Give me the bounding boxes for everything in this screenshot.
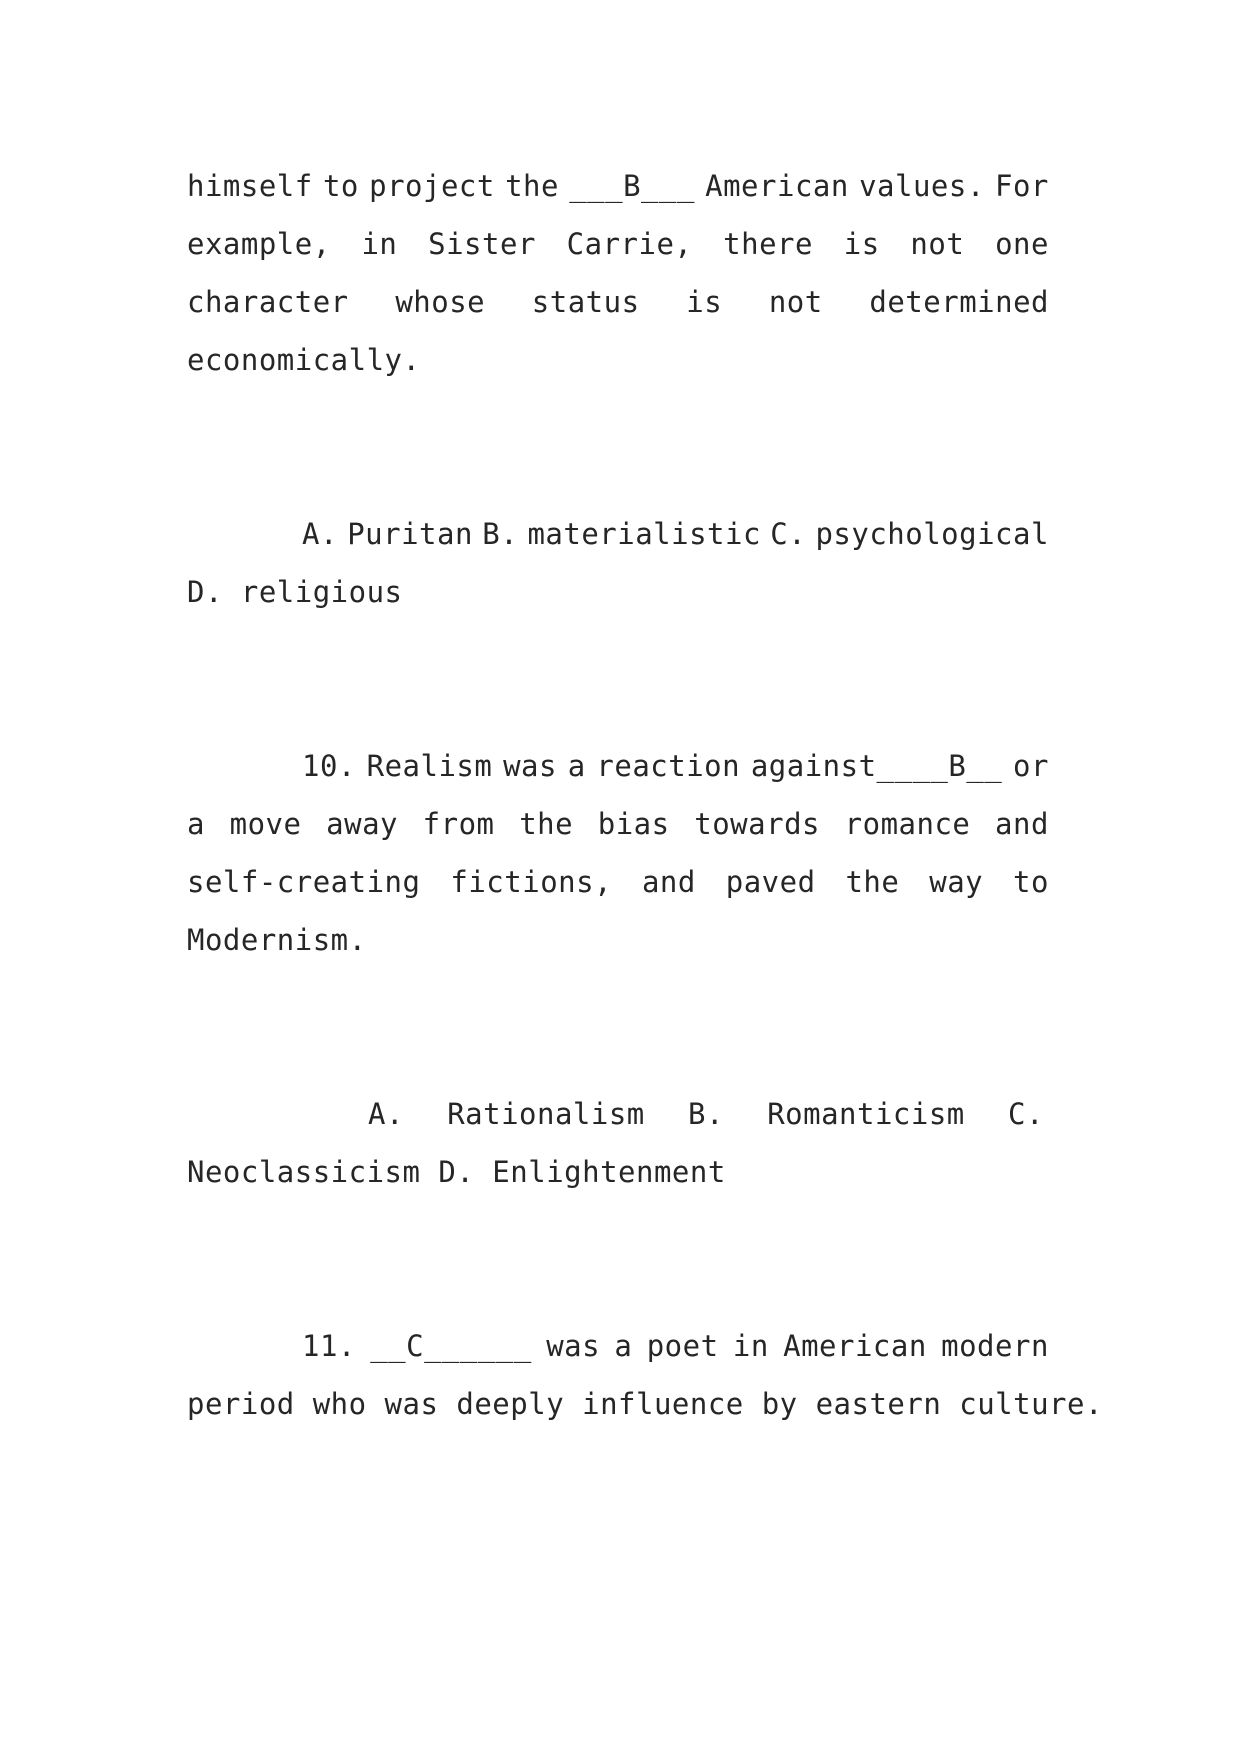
word: romance [844, 807, 971, 841]
question-number: 10. [302, 749, 356, 783]
word: there [723, 227, 813, 261]
word: way [929, 865, 984, 899]
word: a [567, 749, 586, 783]
word: and [641, 865, 696, 899]
q9-options-line-2: D. religious [187, 575, 403, 609]
word: paved [725, 865, 816, 899]
word: modern [941, 1329, 1049, 1363]
q10-options-line-2: Neoclassicism D. Enlightenment [187, 1155, 726, 1189]
q10-text-line-3 [187, 862, 1049, 902]
q9-options-line-1 [302, 514, 1049, 554]
word: For [995, 169, 1049, 203]
q10-text-line-2 [187, 804, 1049, 844]
answer-blank: against____B__ [750, 749, 1003, 783]
word: character [187, 285, 349, 319]
word: one [995, 227, 1049, 261]
option-letter: B. [688, 1097, 724, 1131]
word: poet [646, 1329, 719, 1363]
word: American [783, 1329, 927, 1363]
q10-options-line-1 [368, 1094, 1044, 1134]
word: or [1013, 749, 1049, 783]
option-text: Romanticism [767, 1097, 965, 1131]
word: example, [187, 227, 331, 261]
word: Carrie, [566, 227, 693, 261]
answer-blank: ___B___ [569, 169, 695, 203]
word: was [546, 1329, 601, 1363]
word: the [505, 169, 559, 203]
q9-text-line-2 [187, 224, 1049, 264]
question-number: 11. [302, 1329, 356, 1363]
q9-text-line-4: economically. [187, 343, 421, 377]
word: move [229, 807, 302, 841]
word: a [187, 807, 205, 841]
word: away [326, 807, 398, 841]
word: whose [395, 285, 486, 319]
word: values. [859, 169, 985, 203]
word: Realism [366, 749, 493, 783]
word: fictions, [450, 865, 613, 899]
word: in [361, 227, 398, 261]
word: is [686, 285, 723, 319]
answer-blank: __C______ [370, 1329, 532, 1363]
option-text: materialistic [527, 517, 761, 551]
word: to [1013, 865, 1049, 899]
word: the [845, 865, 900, 899]
option-text: psychological [815, 517, 1049, 551]
word: not [910, 227, 965, 261]
word: towards [694, 807, 820, 841]
word: reaction [596, 749, 741, 783]
word: Sister [428, 227, 536, 261]
word: from [422, 807, 495, 841]
word: self-creating [187, 865, 421, 899]
option-letter: C. [770, 517, 807, 551]
option-letter: B. [482, 517, 519, 551]
word: and [995, 807, 1049, 841]
option-letter: A. [368, 1097, 404, 1131]
word: status [531, 285, 640, 319]
word: determined [869, 285, 1049, 319]
q9-text-line-1 [187, 166, 1049, 206]
word: bias [597, 807, 670, 841]
word: is [843, 227, 880, 261]
word: the [519, 807, 574, 841]
word: American [705, 169, 849, 203]
word: in [732, 1329, 769, 1363]
q10-text-line-4: Modernism. [187, 923, 367, 957]
word: project [369, 169, 495, 203]
q11-text-line-1 [302, 1326, 1049, 1366]
q10-text-line-1 [302, 746, 1049, 786]
word: was [503, 749, 557, 783]
option-letter: C. [1008, 1097, 1044, 1131]
word: himself [187, 169, 313, 203]
word: a [614, 1329, 633, 1363]
word: to [322, 169, 359, 203]
q11-text-line-2: period who was deeply influence by eastern culture. [187, 1387, 1103, 1421]
option-text: Rationalism [447, 1097, 645, 1131]
q9-text-line-3 [187, 282, 1049, 322]
word: not [768, 285, 823, 319]
option-letter: A. [302, 517, 338, 551]
option-text: Puritan [347, 517, 473, 551]
